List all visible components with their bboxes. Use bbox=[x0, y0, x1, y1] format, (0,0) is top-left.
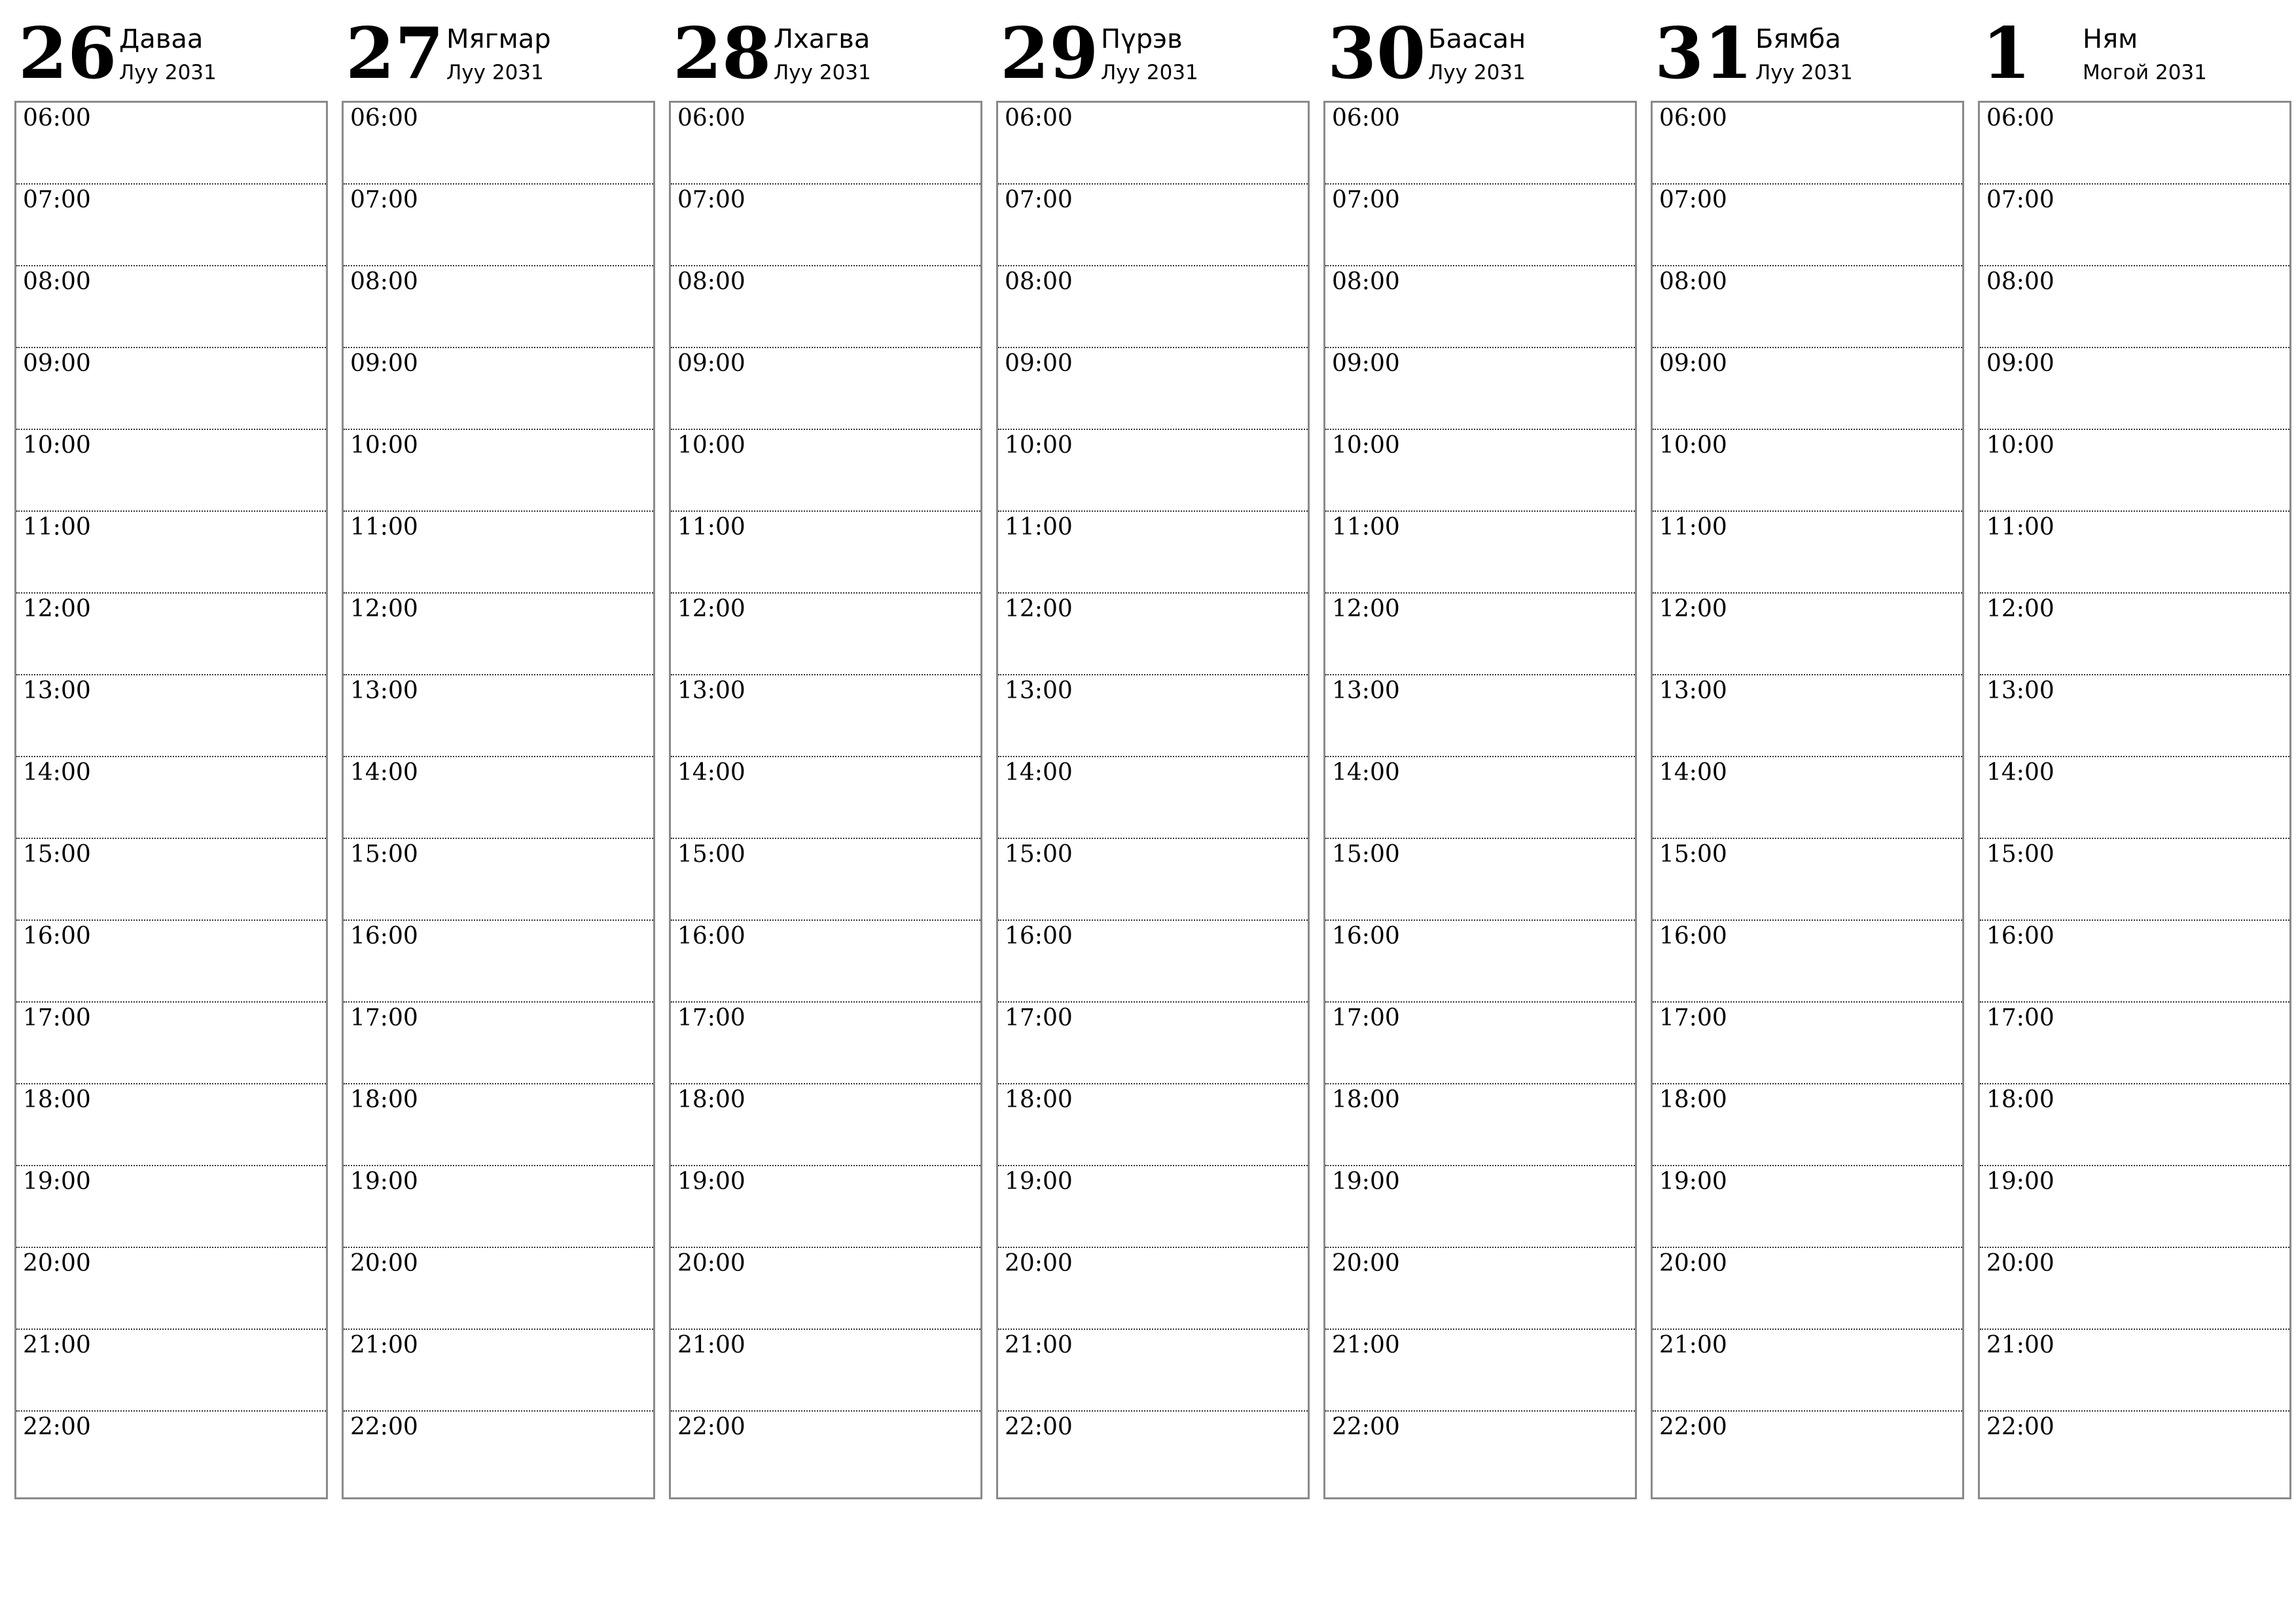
hour-label: 15:00 bbox=[23, 841, 91, 868]
hour-slot[interactable] bbox=[671, 1084, 980, 1166]
day-column bbox=[1651, 0, 1964, 1505]
hour-label: 19:00 bbox=[1332, 1168, 1400, 1195]
hour-slot[interactable] bbox=[344, 594, 653, 675]
hour-label: 11:00 bbox=[23, 514, 91, 541]
hour-label: 10:00 bbox=[1005, 432, 1073, 459]
hour-label: 22:00 bbox=[23, 1414, 91, 1440]
hour-label: 07:00 bbox=[1659, 187, 1727, 213]
hour-slot[interactable] bbox=[1653, 757, 1962, 839]
day-column bbox=[996, 0, 1310, 1505]
hour-label: 06:00 bbox=[1005, 105, 1073, 132]
day-header bbox=[1323, 0, 1637, 98]
hour-slot[interactable] bbox=[998, 757, 1308, 839]
hour-label: 09:00 bbox=[1986, 350, 2054, 377]
hour-slots-box bbox=[996, 101, 1310, 1499]
hour-label: 15:00 bbox=[1332, 841, 1400, 868]
day-column bbox=[1978, 0, 2291, 1505]
hour-slot[interactable] bbox=[671, 1166, 980, 1248]
day-number: 27 bbox=[346, 12, 444, 95]
hour-slot[interactable] bbox=[1653, 1003, 1962, 1084]
hour-label: 12:00 bbox=[23, 596, 91, 622]
hour-slot[interactable] bbox=[16, 185, 326, 266]
hour-slot[interactable] bbox=[16, 1412, 326, 1493]
hour-label: 21:00 bbox=[1332, 1332, 1400, 1359]
hour-slot[interactable] bbox=[16, 266, 326, 348]
hour-slot[interactable] bbox=[998, 594, 1308, 675]
hour-label: 09:00 bbox=[677, 350, 745, 377]
hour-label: 15:00 bbox=[677, 841, 745, 868]
hour-slot[interactable] bbox=[1653, 430, 1962, 512]
hour-slot[interactable] bbox=[1653, 103, 1962, 185]
hour-label: 20:00 bbox=[1986, 1250, 2054, 1277]
hour-label: 12:00 bbox=[1332, 596, 1400, 622]
hour-label: 18:00 bbox=[350, 1086, 418, 1113]
hour-label: 19:00 bbox=[350, 1168, 418, 1195]
hour-label: 11:00 bbox=[677, 514, 745, 541]
hour-label: 17:00 bbox=[1005, 1005, 1073, 1031]
hour-slot[interactable] bbox=[1325, 348, 1635, 430]
hour-slot[interactable] bbox=[1325, 430, 1635, 512]
hour-label: 07:00 bbox=[1332, 187, 1400, 213]
day-header bbox=[1651, 0, 1964, 98]
hour-slot[interactable] bbox=[16, 757, 326, 839]
hour-label: 13:00 bbox=[1332, 677, 1400, 704]
hour-label: 17:00 bbox=[677, 1005, 745, 1031]
hour-slot[interactable] bbox=[1653, 594, 1962, 675]
hour-label: 16:00 bbox=[1332, 923, 1400, 950]
hour-slot[interactable] bbox=[998, 103, 1308, 185]
hour-label: 07:00 bbox=[1005, 187, 1073, 213]
day-number: 26 bbox=[18, 12, 117, 95]
hour-slot[interactable] bbox=[16, 1330, 326, 1412]
hour-slot[interactable] bbox=[1325, 757, 1635, 839]
hour-slot[interactable] bbox=[1653, 512, 1962, 594]
hour-slot[interactable] bbox=[671, 1412, 980, 1493]
hour-label: 12:00 bbox=[1986, 596, 2054, 622]
day-month: Луу 2031 bbox=[1428, 61, 1526, 84]
hour-slot[interactable] bbox=[16, 675, 326, 757]
hour-slot[interactable] bbox=[344, 430, 653, 512]
hour-slots-box bbox=[14, 101, 328, 1499]
hour-slots-box bbox=[1651, 101, 1964, 1499]
hour-slot[interactable] bbox=[671, 1330, 980, 1412]
hour-slot[interactable] bbox=[671, 1003, 980, 1084]
hour-slot[interactable] bbox=[1980, 675, 2289, 757]
hour-label: 13:00 bbox=[23, 677, 91, 704]
hour-label: 07:00 bbox=[677, 187, 745, 213]
hour-label: 14:00 bbox=[1986, 759, 2054, 786]
hour-slot[interactable] bbox=[344, 266, 653, 348]
hour-label: 13:00 bbox=[1659, 677, 1727, 704]
hour-label: 14:00 bbox=[23, 759, 91, 786]
hour-label: 17:00 bbox=[1659, 1005, 1727, 1031]
hour-label: 14:00 bbox=[1332, 759, 1400, 786]
hour-label: 12:00 bbox=[350, 596, 418, 622]
hour-label: 14:00 bbox=[1005, 759, 1073, 786]
day-number: 28 bbox=[673, 12, 772, 95]
hour-label: 08:00 bbox=[1332, 268, 1400, 295]
hour-label: 11:00 bbox=[1005, 514, 1073, 541]
hour-slot[interactable] bbox=[1980, 185, 2289, 266]
hour-label: 07:00 bbox=[350, 187, 418, 213]
hour-label: 10:00 bbox=[1659, 432, 1727, 459]
hour-slots-box bbox=[1978, 101, 2291, 1499]
hour-slot[interactable] bbox=[344, 512, 653, 594]
day-column bbox=[1323, 0, 1637, 1505]
hour-slot[interactable] bbox=[1653, 1166, 1962, 1248]
hour-label: 08:00 bbox=[1659, 268, 1727, 295]
hour-label: 15:00 bbox=[1986, 841, 2054, 868]
hour-label: 19:00 bbox=[23, 1168, 91, 1195]
hour-label: 06:00 bbox=[1986, 105, 2054, 132]
hour-slot[interactable] bbox=[344, 103, 653, 185]
hour-slot[interactable] bbox=[344, 1084, 653, 1166]
hour-slot[interactable] bbox=[16, 348, 326, 430]
hour-slot[interactable] bbox=[671, 348, 980, 430]
hour-slot[interactable] bbox=[1980, 1248, 2289, 1330]
hour-slot[interactable] bbox=[16, 1248, 326, 1330]
hour-label: 08:00 bbox=[1005, 268, 1073, 295]
hour-label: 18:00 bbox=[23, 1086, 91, 1113]
hour-slot[interactable] bbox=[671, 103, 980, 185]
day-month: Луу 2031 bbox=[119, 61, 217, 84]
hour-label: 19:00 bbox=[677, 1168, 745, 1195]
hour-slot[interactable] bbox=[344, 1248, 653, 1330]
day-month: Луу 2031 bbox=[446, 61, 544, 84]
hour-label: 22:00 bbox=[1986, 1414, 2054, 1440]
hour-slot[interactable] bbox=[998, 1330, 1308, 1412]
hour-label: 18:00 bbox=[677, 1086, 745, 1113]
hour-label: 14:00 bbox=[350, 759, 418, 786]
hour-label: 09:00 bbox=[1659, 350, 1727, 377]
hour-slot[interactable] bbox=[1653, 921, 1962, 1003]
hour-slot[interactable] bbox=[16, 594, 326, 675]
hour-label: 18:00 bbox=[1659, 1086, 1727, 1113]
hour-slot[interactable] bbox=[671, 185, 980, 266]
hour-slot[interactable] bbox=[1653, 348, 1962, 430]
hour-label: 10:00 bbox=[350, 432, 418, 459]
hour-label: 20:00 bbox=[1659, 1250, 1727, 1277]
hour-label: 19:00 bbox=[1659, 1168, 1727, 1195]
hour-slot[interactable] bbox=[1325, 1003, 1635, 1084]
hour-slot[interactable] bbox=[1653, 1330, 1962, 1412]
hour-label: 12:00 bbox=[1005, 596, 1073, 622]
day-number: 29 bbox=[1000, 12, 1099, 95]
hour-label: 20:00 bbox=[1332, 1250, 1400, 1277]
hour-label: 10:00 bbox=[1332, 432, 1400, 459]
hour-label: 18:00 bbox=[1005, 1086, 1073, 1113]
hour-label: 11:00 bbox=[1659, 514, 1727, 541]
hour-slot[interactable] bbox=[1325, 512, 1635, 594]
hour-label: 15:00 bbox=[350, 841, 418, 868]
hour-slot[interactable] bbox=[1325, 1412, 1635, 1493]
hour-slot[interactable] bbox=[344, 675, 653, 757]
day-header bbox=[342, 0, 655, 98]
hour-label: 09:00 bbox=[1005, 350, 1073, 377]
day-number: 31 bbox=[1655, 12, 1753, 95]
hour-slot[interactable] bbox=[1980, 512, 2289, 594]
hour-label: 19:00 bbox=[1986, 1168, 2054, 1195]
hour-label: 06:00 bbox=[350, 105, 418, 132]
hour-slot[interactable] bbox=[998, 839, 1308, 921]
hour-label: 22:00 bbox=[1332, 1414, 1400, 1440]
day-header bbox=[14, 0, 328, 98]
hour-slot[interactable] bbox=[998, 1003, 1308, 1084]
hour-slot[interactable] bbox=[1980, 266, 2289, 348]
hour-slot[interactable] bbox=[1325, 921, 1635, 1003]
day-name: Баасан bbox=[1428, 24, 1526, 54]
hour-label: 21:00 bbox=[23, 1332, 91, 1359]
hour-label: 09:00 bbox=[23, 350, 91, 377]
hour-slot[interactable] bbox=[998, 266, 1308, 348]
day-column bbox=[342, 0, 655, 1505]
hour-slot[interactable] bbox=[16, 430, 326, 512]
hour-label: 07:00 bbox=[1986, 187, 2054, 213]
hour-slot[interactable] bbox=[998, 1166, 1308, 1248]
hour-label: 17:00 bbox=[350, 1005, 418, 1031]
hour-label: 10:00 bbox=[23, 432, 91, 459]
hour-slot[interactable] bbox=[1325, 1084, 1635, 1166]
hour-label: 10:00 bbox=[677, 432, 745, 459]
hour-slot[interactable] bbox=[1980, 430, 2289, 512]
day-name: Лхагва bbox=[774, 24, 870, 54]
hour-slot[interactable] bbox=[998, 1084, 1308, 1166]
hour-label: 16:00 bbox=[350, 923, 418, 950]
hour-slot[interactable] bbox=[1325, 103, 1635, 185]
hour-slot[interactable] bbox=[671, 430, 980, 512]
hour-slots-box bbox=[669, 101, 982, 1499]
hour-label: 08:00 bbox=[1986, 268, 2054, 295]
hour-label: 06:00 bbox=[677, 105, 745, 132]
day-number: 1 bbox=[1982, 12, 2032, 95]
day-column bbox=[669, 0, 982, 1505]
hour-slot[interactable] bbox=[16, 839, 326, 921]
hour-label: 08:00 bbox=[677, 268, 745, 295]
hour-label: 11:00 bbox=[350, 514, 418, 541]
hour-label: 13:00 bbox=[677, 677, 745, 704]
hour-slot[interactable] bbox=[16, 103, 326, 185]
hour-slot[interactable] bbox=[16, 512, 326, 594]
hour-label: 13:00 bbox=[350, 677, 418, 704]
hour-label: 17:00 bbox=[23, 1005, 91, 1031]
hour-label: 07:00 bbox=[23, 187, 91, 213]
hour-label: 21:00 bbox=[1659, 1332, 1727, 1359]
hour-slot[interactable] bbox=[998, 512, 1308, 594]
hour-label: 06:00 bbox=[23, 105, 91, 132]
hour-label: 16:00 bbox=[1005, 923, 1073, 950]
hour-label: 08:00 bbox=[23, 268, 91, 295]
day-month: Могой 2031 bbox=[2083, 61, 2207, 84]
hour-label: 22:00 bbox=[677, 1414, 745, 1440]
hour-slot[interactable] bbox=[344, 1166, 653, 1248]
hour-label: 21:00 bbox=[677, 1332, 745, 1359]
hour-label: 17:00 bbox=[1332, 1005, 1400, 1031]
hour-slot[interactable] bbox=[344, 921, 653, 1003]
hour-label: 18:00 bbox=[1332, 1086, 1400, 1113]
hour-label: 21:00 bbox=[1986, 1332, 2054, 1359]
hour-slot[interactable] bbox=[1980, 103, 2289, 185]
hour-slot[interactable] bbox=[1325, 185, 1635, 266]
hour-slot[interactable] bbox=[1980, 1084, 2289, 1166]
hour-label: 15:00 bbox=[1659, 841, 1727, 868]
hour-slot[interactable] bbox=[1980, 757, 2289, 839]
hour-label: 16:00 bbox=[1659, 923, 1727, 950]
day-name: Бямба bbox=[1755, 24, 1841, 54]
hour-label: 14:00 bbox=[1659, 759, 1727, 786]
hour-label: 22:00 bbox=[350, 1414, 418, 1440]
hour-slot[interactable] bbox=[998, 185, 1308, 266]
hour-slot[interactable] bbox=[671, 839, 980, 921]
day-header bbox=[996, 0, 1310, 98]
hour-label: 10:00 bbox=[1986, 432, 2054, 459]
hour-slot[interactable] bbox=[1325, 1166, 1635, 1248]
hour-label: 16:00 bbox=[677, 923, 745, 950]
day-name: Пүрэв bbox=[1101, 24, 1183, 54]
hour-slot[interactable] bbox=[16, 1084, 326, 1166]
hour-label: 21:00 bbox=[350, 1332, 418, 1359]
hour-slot[interactable] bbox=[1980, 348, 2289, 430]
hour-slot[interactable] bbox=[998, 921, 1308, 1003]
hour-slot[interactable] bbox=[344, 839, 653, 921]
hour-slot[interactable] bbox=[671, 512, 980, 594]
hour-slot[interactable] bbox=[671, 1248, 980, 1330]
day-column bbox=[14, 0, 328, 1505]
hour-slot[interactable] bbox=[671, 266, 980, 348]
day-month: Луу 2031 bbox=[1755, 61, 1853, 84]
hour-slot[interactable] bbox=[998, 675, 1308, 757]
hour-label: 12:00 bbox=[677, 596, 745, 622]
hour-slot[interactable] bbox=[344, 1330, 653, 1412]
hour-label: 20:00 bbox=[23, 1250, 91, 1277]
hour-label: 06:00 bbox=[1332, 105, 1400, 132]
hour-label: 20:00 bbox=[1005, 1250, 1073, 1277]
hour-slots-box bbox=[1323, 101, 1637, 1499]
hour-label: 13:00 bbox=[1986, 677, 2054, 704]
hour-label: 12:00 bbox=[1659, 596, 1727, 622]
hour-slot[interactable] bbox=[1980, 839, 2289, 921]
hour-slot[interactable] bbox=[1325, 1330, 1635, 1412]
hour-label: 14:00 bbox=[677, 759, 745, 786]
hour-slot[interactable] bbox=[344, 185, 653, 266]
hour-label: 16:00 bbox=[23, 923, 91, 950]
hour-slot[interactable] bbox=[671, 921, 980, 1003]
hour-label: 11:00 bbox=[1986, 514, 2054, 541]
hour-slot[interactable] bbox=[1653, 1412, 1962, 1493]
hour-label: 06:00 bbox=[1659, 105, 1727, 132]
day-number: 30 bbox=[1327, 12, 1426, 95]
hour-slot[interactable] bbox=[1325, 266, 1635, 348]
hour-label: 22:00 bbox=[1005, 1414, 1073, 1440]
hour-slot[interactable] bbox=[671, 757, 980, 839]
hour-slot[interactable] bbox=[16, 921, 326, 1003]
hour-slot[interactable] bbox=[1980, 594, 2289, 675]
hour-slot[interactable] bbox=[1325, 1248, 1635, 1330]
day-name: Ням bbox=[2083, 24, 2138, 54]
hour-slot[interactable] bbox=[16, 1166, 326, 1248]
hour-slot[interactable] bbox=[1980, 1003, 2289, 1084]
day-name: Даваа bbox=[119, 24, 204, 54]
hour-slot[interactable] bbox=[1980, 1330, 2289, 1412]
day-header bbox=[1978, 0, 2291, 98]
hour-slot[interactable] bbox=[671, 594, 980, 675]
hour-label: 19:00 bbox=[1005, 1168, 1073, 1195]
day-name: Мягмар bbox=[446, 24, 551, 54]
hour-label: 20:00 bbox=[677, 1250, 745, 1277]
hour-slot[interactable] bbox=[1653, 839, 1962, 921]
hour-slot[interactable] bbox=[1653, 1084, 1962, 1166]
hour-slot[interactable] bbox=[1653, 185, 1962, 266]
hour-slot[interactable] bbox=[16, 1003, 326, 1084]
hour-label: 16:00 bbox=[1986, 923, 2054, 950]
hour-slots-box bbox=[342, 101, 655, 1499]
hour-slot[interactable] bbox=[344, 757, 653, 839]
day-month: Луу 2031 bbox=[1101, 61, 1198, 84]
hour-slot[interactable] bbox=[1653, 1248, 1962, 1330]
hour-label: 17:00 bbox=[1986, 1005, 2054, 1031]
hour-slot[interactable] bbox=[998, 348, 1308, 430]
hour-label: 22:00 bbox=[1659, 1414, 1727, 1440]
hour-label: 15:00 bbox=[1005, 841, 1073, 868]
hour-slot[interactable] bbox=[1980, 921, 2289, 1003]
hour-slot[interactable] bbox=[1653, 675, 1962, 757]
hour-label: 09:00 bbox=[350, 350, 418, 377]
hour-slot[interactable] bbox=[344, 1412, 653, 1493]
hour-slot[interactable] bbox=[1653, 266, 1962, 348]
hour-slot[interactable] bbox=[344, 1003, 653, 1084]
weekly-planner bbox=[14, 0, 2291, 1505]
hour-slot[interactable] bbox=[998, 1248, 1308, 1330]
hour-label: 09:00 bbox=[1332, 350, 1400, 377]
hour-slot[interactable] bbox=[1325, 594, 1635, 675]
hour-label: 08:00 bbox=[350, 268, 418, 295]
hour-slot[interactable] bbox=[1980, 1166, 2289, 1248]
hour-label: 21:00 bbox=[1005, 1332, 1073, 1359]
hour-label: 20:00 bbox=[350, 1250, 418, 1277]
hour-slot[interactable] bbox=[344, 348, 653, 430]
day-month: Луу 2031 bbox=[774, 61, 871, 84]
hour-slot[interactable] bbox=[1980, 1412, 2289, 1493]
hour-slot[interactable] bbox=[1325, 839, 1635, 921]
hour-slot[interactable] bbox=[998, 430, 1308, 512]
hour-label: 18:00 bbox=[1986, 1086, 2054, 1113]
hour-label: 11:00 bbox=[1332, 514, 1400, 541]
hour-label: 13:00 bbox=[1005, 677, 1073, 704]
hour-slot[interactable] bbox=[671, 675, 980, 757]
day-header bbox=[669, 0, 982, 98]
hour-slot[interactable] bbox=[1325, 675, 1635, 757]
hour-slot[interactable] bbox=[998, 1412, 1308, 1493]
